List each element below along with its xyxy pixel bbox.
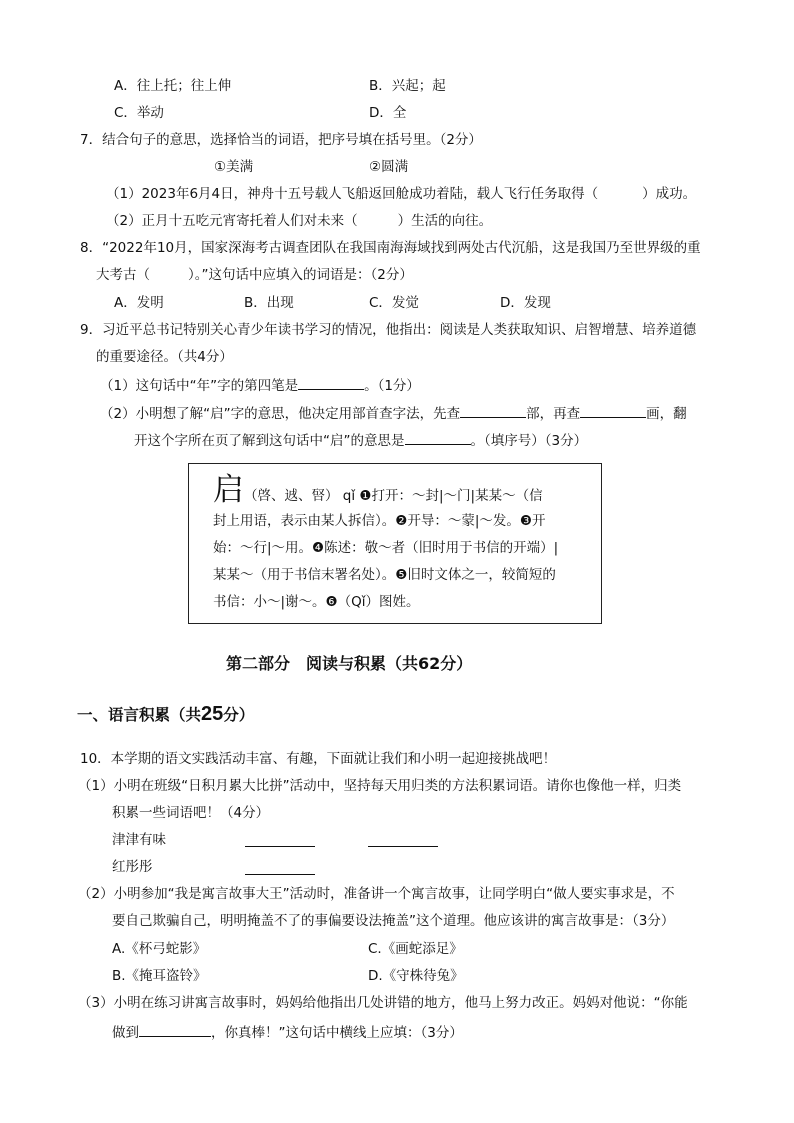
q9-sub2-text-mid1: 部，再查 — [526, 406, 581, 422]
q8-stem-line1: 8．“2022年10月，国家深海考古调查团队在我国南海海域找到两处古代沉船，这是我国乃至世界级的重 — [80, 240, 701, 256]
q9-sub1-text: （1）这句话中“年”字的第四笔是 — [100, 378, 299, 394]
q10-sub2-line2: 要自己欺骗自己，明明掩盖不了的事偏要设法掩盖”这个道理。他应该讲的寓言故事是：（3分） — [112, 913, 675, 929]
q10-option-c: C.《画蛇添足》 — [368, 941, 463, 957]
q10-sub2-line1: （2）小明参加“我是寓言故事大王”活动时，准备讲一个寓言故事，让同学明白“做人要实事求是，不 — [78, 886, 675, 902]
q10-word-1-blank-a[interactable] — [245, 832, 315, 847]
q10-word-1: 津津有味 — [112, 832, 166, 848]
q9-stem-line2: 的重要途径。（共4分） — [96, 349, 233, 365]
q9-sub1-text-end: 。（1分） — [364, 378, 420, 394]
q10-sub1-line2: 积累一些词语吧！（4分） — [112, 805, 270, 821]
q10-word-2: 红彤彤 — [112, 859, 153, 875]
q7-s1-text-end: ）成功。 — [642, 186, 697, 202]
q10-word-2-blank[interactable] — [245, 860, 315, 875]
q9-sub2-line1 — [100, 403, 687, 423]
q7-sentence-2 — [106, 212, 492, 230]
dictionary-line-1-text: （啓、䢕、唘） qǐ ❶打开：～封|～门|某某～（信 — [244, 488, 543, 504]
dictionary-line-5: 书信：小～|谢～。❻（Qǐ）图姓。 — [213, 594, 420, 610]
dictionary-line-4: 某某～（用于书信末署名处）。❺旧时文体之一，较简短的 — [213, 567, 556, 583]
dictionary-line-1 — [213, 473, 543, 507]
q10-option-d: D.《守株待兔》 — [368, 968, 464, 984]
section-one-score: 25 — [201, 703, 224, 725]
q6-option-d: D．全 — [369, 105, 407, 121]
q10-sub3-line2 — [112, 1022, 463, 1042]
q8-option-d: D．发现 — [500, 295, 551, 311]
q10-option-b: B.《掩耳盗铃》 — [112, 968, 207, 984]
q10-sub3-text-end: ，你真棒！”这句话中横线上应填：（3分） — [211, 1025, 463, 1041]
q9-radical-blank[interactable] — [460, 403, 526, 418]
q6-option-b: B．兴起；起 — [369, 78, 446, 94]
section-one-heading-text: 一、语言积累（共 — [77, 706, 202, 724]
dictionary-line-3: 始：～行|～用。❹陈述：敬～者（旧时用于书信的开端）| — [213, 540, 559, 556]
q9-sub2-line2-text-end: 。（填序号）（3分） — [470, 433, 588, 449]
q10-word-1-blank-b[interactable] — [368, 832, 438, 847]
section-one-heading-end: 分） — [223, 706, 255, 724]
q9-sub2-line2 — [134, 430, 587, 450]
dictionary-headword: 启 — [213, 472, 244, 508]
q9-sub2-text-mid2: 画，翻 — [646, 406, 687, 422]
q9-sub1-answer-blank[interactable] — [298, 375, 364, 390]
dictionary-entry-box — [188, 463, 602, 624]
section-one-heading — [77, 702, 254, 727]
q8-option-c: C．发觉 — [369, 295, 419, 311]
q7-s2-text: （2）正月十五吃元宵寄托着人们对未来（ — [106, 213, 358, 229]
q8-option-b: B．出现 — [244, 295, 294, 311]
q7-stem: 7．结合句子的意思，选择恰当的词语，把序号填在括号里。（2分） — [80, 132, 482, 148]
q6-option-a: A．往上托；往上伸 — [114, 78, 232, 94]
q7-choice-2: ②圆满 — [369, 159, 409, 175]
q9-sub1 — [100, 375, 420, 395]
q10-sub3-answer-blank[interactable] — [139, 1022, 211, 1037]
dictionary-line-2: 封上用语，表示由某人拆信）。❷开导：～蒙|～发。❸开 — [213, 513, 546, 529]
q8-line2-text: 大考古（ — [96, 267, 150, 283]
q9-stem-line1: 9．习近平总书记特别关心青少年读书学习的情况，他指出：阅读是人类获取知识、启智增慧、培养道德 — [80, 322, 697, 338]
q10-option-a: A.《杯弓蛇影》 — [112, 941, 207, 957]
q10-sub1-line1: （1）小明在班级“日积月累大比拼”活动中，坚持每天用归类的方法积累词语。请你也像他一样，归类 — [78, 778, 682, 794]
q9-sub2-line2-text: 开这个字所在页了解到这句话中“启”的意思是 — [134, 433, 405, 449]
q7-s2-text-end: ）生活的向往。 — [397, 213, 493, 229]
q7-s1-text: （1）2023年6月4日，神舟十五号载人飞船返回舱成功着陆，载人飞行任务取得（ — [106, 186, 599, 202]
q7-choice-1: ①美满 — [214, 159, 254, 175]
q7-sentence-1 — [106, 185, 696, 203]
q10-stem: 10．本学期的语文实践活动丰富、有趣，下面就让我们和小明一起迎接挑战吧！ — [80, 751, 557, 767]
q10-sub3-line1: （3）小明在练习讲寓言故事时，妈妈给他指出几处讲错的地方，他马上努力改正。妈妈对他说：“你能 — [78, 995, 688, 1011]
q9-meaning-blank[interactable] — [405, 430, 471, 445]
q8-option-a: A．发明 — [114, 295, 164, 311]
q9-sub2-text: （2）小明想了解“启”字的意思，他决定用部首查字法，先查 — [100, 406, 461, 422]
q6-option-c: C．举动 — [114, 105, 164, 121]
q8-stem-line2 — [96, 266, 413, 284]
part-two-title: 第二部分 阅读与积累（共62分） — [226, 654, 473, 673]
q10-sub3-text: 做到 — [112, 1025, 139, 1041]
q9-strokes-blank[interactable] — [580, 403, 646, 418]
q8-line2-text-end: ）。”这句话中应填入的词语是：（2分） — [188, 267, 413, 283]
